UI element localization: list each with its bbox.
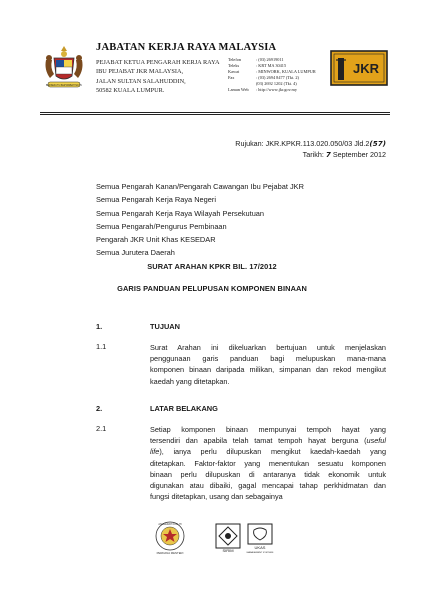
letter-subject: GARIS PANDUAN PELUPUSAN KOMPONEN BINAAN [117,284,307,293]
tarikh-label: Tarikh: [302,150,324,159]
tarikh-line [226,149,386,160]
tarikh-month-year: September 2012 [332,150,386,159]
header-rule-thin [40,114,390,115]
address-line: PEJABAT KETUA PENGARAH KERJA RAYA [96,59,220,66]
paragraph-line: kaedah yang ditetapkan. [150,376,230,386]
contact-label: Fax [228,75,235,81]
letter-title: SURAT ARAHAN KPKR BIL. 17/2012 [147,262,277,271]
paragraph-number: 1.1 [96,342,107,351]
paragraph-number: 2.1 [96,424,107,433]
italic-term: life [150,447,160,457]
contact-label: Laman Web [228,87,249,93]
seal-ring-text: ANUGERAH KUALITI [158,523,182,526]
paragraph-line: penggunaan garis panduan bagi melupuskan mana-mana [150,354,386,364]
recipient-item: Pengarah JKR Unit Khas KESEDAR [96,235,216,245]
address-line: JALAN SULTAN SALAHUDDIN, [96,77,186,85]
recipient-item: Semua Pengarah Kerja Raya Negeri [96,195,216,205]
quality-award-seal-icon [152,520,188,556]
rujukan-line [226,138,386,149]
contact-value: (03) 2692 1202 (Tkt. 4) [256,81,297,87]
recipient-item: Semua Pengarah Kerja Raya Wilayah Persekutuan [96,208,265,218]
recipients-list [96,180,304,260]
paragraph-line [150,435,386,446]
seal-bottom-text: PERDANA MENTERI [156,551,184,555]
rujukan-label: Rujukan: [235,139,264,148]
rujukan-handwritten: (57) [369,139,386,148]
crest-banner-text: BERSEKUTU BERTAMBAH MUTU [45,84,83,87]
paragraph-text [150,424,386,502]
section-title: LATAR BELAKANG [150,404,218,413]
paragraph-line: ditetapkan. Faktor-faktor yang menentukan sesuatu komponen [150,458,386,468]
paragraph-text [150,342,386,387]
contact-value: : KRT MA 30415 [256,63,287,69]
contact-value: : (03) 26919011 [256,57,284,62]
paragraph-line [150,446,386,457]
ukas-cert-icon [246,522,274,554]
tarikh-day-handwritten: 7 [325,150,331,159]
sirim-label: SIRIM [222,548,234,553]
paragraph-line: komponen binaan daripada milikan, simpanan dan rekod mengikut [150,365,386,375]
paragraph-line: digunakan atau dibaiki, gagal mencapai tahap perkhidmatan dan [150,481,386,491]
contact-value: : MINWORK, KUALA LUMPUR [256,69,316,75]
org-address [96,58,220,96]
ukas-sub-label: MANAGEMENT SYSTEMS [246,552,274,554]
contact-value: : (03) 2694 8477 (Tkt. 2) [256,75,299,81]
line-fragment: tersendiri dan apabila telah tamat tempoh hayat berguna ( [150,436,367,446]
sirim-cert-icon [214,522,242,554]
paragraph-line: binaan perlu dilupuskan di antaranya tidak ekonomik untuk [150,469,386,479]
address-line: IBU PEJABAT JKR MALAYSIA, [96,68,184,76]
line-fragment: ), ianya perlu dilupuskan mengikut kaedah-kaedah yang [159,447,386,457]
coat-of-arms-icon [40,42,88,92]
section-number: 1. [96,322,103,331]
recipient-item: Semua Pengarah/Pengurus Pembinaan [96,221,227,231]
jkr-logo-text: JKR [352,61,380,76]
contact-label: Telefon [228,57,242,62]
contact-value: : http://www.jkr.gov.my [256,87,297,93]
paragraph-line: fungsi ditetapkan, usang dan sebagainya [150,492,283,502]
paragraph-line: Surat Arahan ini dikeluarkan bertujuan untuk menjelaskan [150,343,386,352]
reference-block [226,138,386,160]
contact-block [228,57,316,94]
org-name: JABATAN KERJA RAYA MALAYSIA [96,42,277,53]
ukas-label: UKAS [254,545,266,550]
recipient-item: Semua Jurutera Daerah [96,248,175,258]
italic-term: useful [366,436,386,446]
recipient-item: Semua Pengarah Kanan/Pengarah Cawangan Ibu Pejabat JKR [96,182,304,191]
jkr-logo-icon [330,50,388,86]
address-line: 50582 KUALA LUMPUR. [96,87,165,95]
section-number: 2. [96,404,103,413]
contact-row [228,87,316,93]
paragraph-line: Setiap komponen binaan mempunyai tempoh hayat yang [150,425,386,434]
contact-label: Teleks [228,63,240,69]
section-title: TUJUAN [150,322,180,331]
contact-label: Kawat [228,69,240,75]
header-rule [40,112,390,113]
rujukan-value: JKR.KPKR.113.020.050/03 Jld.2 [265,139,370,148]
